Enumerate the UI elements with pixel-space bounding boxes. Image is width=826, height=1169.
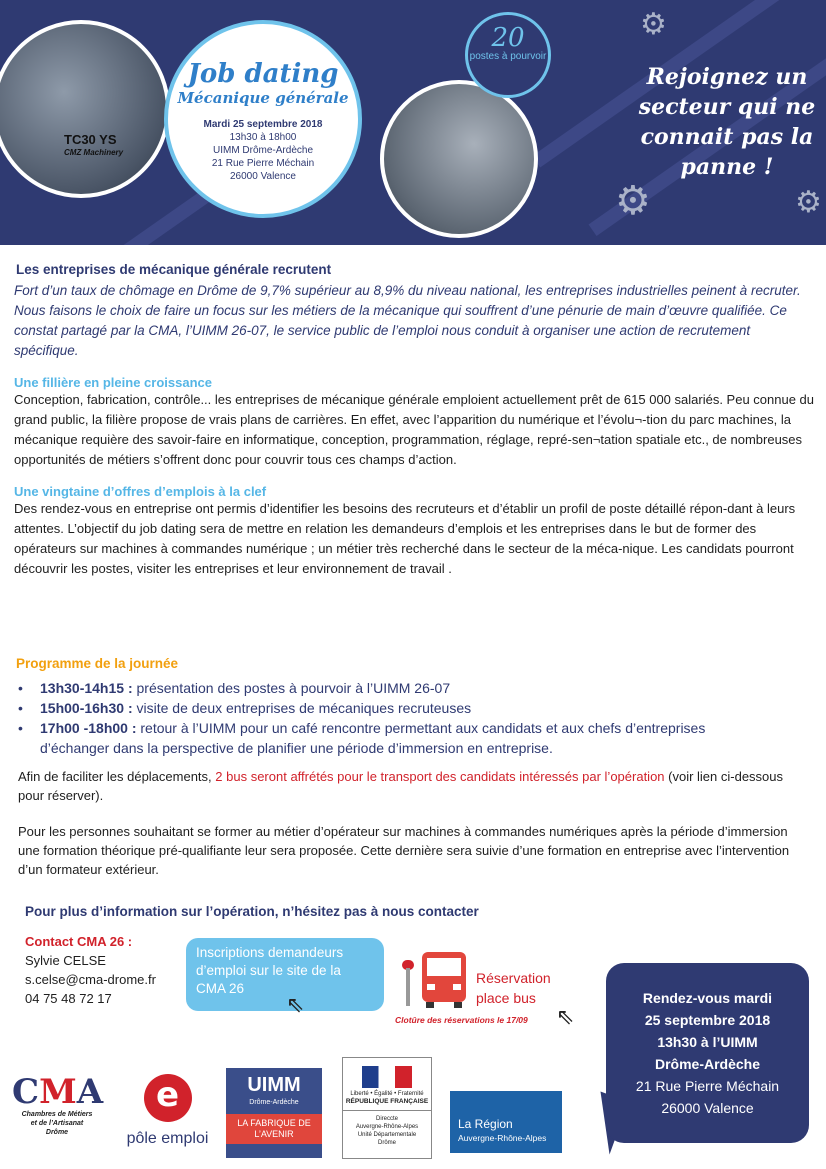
event-venue: UIMM Drôme-Ardèche xyxy=(212,145,314,156)
republique-francaise-logo xyxy=(342,1057,432,1159)
intro-paragraph: Fort d’un taux de chômage en Drôme de 9,7% supérieur au 8,9% du niveau national, les entreprises industrielles peinent à recruter. Nous faisons le choix de faire un focus sur les métiers de la mécanique qui souffrent d’une pénurie de main d’œuvre qualifiée. Ce constat partagé par la CMA, l’UIMM 26-07, le service public de l’emploi nous conduit à organiser une action de recrutement spécifique. xyxy=(14,283,801,358)
reservation-line2: place bus xyxy=(476,990,536,1006)
region-title: La Région xyxy=(458,1117,513,1131)
positions-text: postes à pourvoir xyxy=(469,51,547,62)
contact-title: Contact CMA 26 : xyxy=(25,934,133,949)
cma-line3: Drôme xyxy=(45,1129,69,1136)
cma-line1: Chambres de Métiers xyxy=(21,1111,93,1118)
contact-email[interactable]: s.celse@cma-drome.fr xyxy=(25,972,156,987)
rf-line1: Direccte xyxy=(375,1116,398,1122)
machine-photo xyxy=(0,20,170,198)
programme-text: retour à l’UIMM pour un café rencontre permettant aux candidats et aux chefs d’entreprises d’échanger dans la perspective de planifier une période d’immersion en entreprise. xyxy=(40,720,706,756)
pole-emploi-mark xyxy=(144,1074,192,1122)
flag-icon xyxy=(362,1066,412,1088)
event-info xyxy=(168,118,358,183)
event-city: 26000 Valence xyxy=(230,171,296,182)
region-logo xyxy=(450,1091,562,1153)
contact-phone: 04 75 48 72 17 xyxy=(25,991,112,1006)
bus-icon xyxy=(400,950,470,1010)
rdv-line5: 21 Rue Pierre Méchain xyxy=(635,1078,780,1094)
section-title: Les entreprises de mécanique générale recrutent xyxy=(16,262,332,277)
slogan: Rejoignez un secteur qui ne connait pas la panne ! xyxy=(638,64,816,180)
programme-title: Programme de la journée xyxy=(16,656,179,671)
cma-logo xyxy=(12,1074,102,1158)
programme-time: 17h00 -18h00 : xyxy=(40,720,137,736)
rf-line4: Drôme xyxy=(377,1140,396,1146)
cursor-click-icon: ⇖ xyxy=(556,1004,575,1029)
rf-line2: Auvergne-Rhône-Alpes xyxy=(355,1124,419,1130)
event-date: Mardi 25 septembre 2018 xyxy=(203,119,323,130)
cma-line2: et de l’Artisanat xyxy=(30,1120,84,1127)
inscriptions-link[interactable]: Inscriptions demandeurs d’emploi sur le site de la CMA 26 xyxy=(186,938,384,1011)
machine-label: TC30 YS xyxy=(64,132,117,147)
programme-list xyxy=(18,678,778,758)
contact-name: Sylvie CELSE xyxy=(25,953,106,968)
gear-icon: ⚙ xyxy=(615,179,651,223)
rdv-line6: 26000 Valence xyxy=(661,1100,754,1116)
hero-banner xyxy=(0,0,826,245)
section-subtitle: Une fillière en pleine croissance xyxy=(14,375,212,390)
rdv-line4: Drôme-Ardèche xyxy=(654,1056,761,1072)
offers-paragraph: Des rendez-vous en entreprise ont permis d’identifier les besoins des recruteurs et d’établir un profil de poste détaillé répon-dant à leurs attentes. L’objectif du job dating sera de mettre en relation les demandeurs d’emplois et les entreprises dans le but de former des opérateurs sur machines à commandes numérique ; un métier très recherché dans le secteur de la méca-nique. Les candidats pourront découvrir les postes, visiter les entreprises et leur environnement de travail . xyxy=(14,501,796,576)
gear-icon: ⚙ xyxy=(640,8,667,41)
event-street: 21 Rue Pierre Méchain xyxy=(211,158,315,169)
operator-photo xyxy=(380,80,538,238)
cma-mark: CMA xyxy=(12,1072,104,1112)
machine-sub-label: CMZ Machinery xyxy=(64,148,124,157)
rdv-line2: 25 septembre 2018 xyxy=(644,1012,771,1028)
growth-paragraph: Conception, fabrication, contrôle... les entreprises de mécanique générale emploient actuellement prêt de 615 000 salariés. Peu connue du grand public, la filière propose de vrais plans de carrières. En effet, avec l’apparition du numérique et l’évolu¬-tion du parc machines, la mécanique requière des savoir-faire en informatique, conception, programmation, réglage, repré-sen¬tation spatiale etc., de nombreuses opportunités de métiers s’offrent donc pour couvrir tous ces champs d’action. xyxy=(14,392,815,467)
region-sub: Auvergne-Rhône-Alpes xyxy=(458,1133,547,1143)
bus-paragraph xyxy=(18,767,798,805)
reservation-line1: Réservation xyxy=(476,970,551,986)
uimm-sub: Drôme-Ardèche xyxy=(249,1099,299,1106)
event-hours: 13h30 à 18h00 xyxy=(229,132,297,143)
reservation-deadline: Clotûre des réservations le 17/09 xyxy=(395,1015,528,1025)
gear-icon: ⚙ xyxy=(795,186,822,219)
rf-motto: Liberté • Égalité • Fraternité xyxy=(350,1091,424,1097)
cursor-click-icon: ⇖ xyxy=(286,992,305,1017)
reservation-link[interactable] xyxy=(476,968,551,1008)
event-title: Job dating xyxy=(187,59,339,89)
uimm-logo xyxy=(226,1068,322,1158)
programme-text: visite de deux entreprises de mécaniques recruteuses xyxy=(132,700,472,716)
contact-heading: Pour plus d’information sur l’opération, n’hésitez pas à nous contacter xyxy=(25,904,479,919)
pole-emploi-logo xyxy=(125,1074,210,1154)
programme-item xyxy=(18,718,778,758)
rf-line3: Unité Départementale xyxy=(357,1132,417,1138)
programme-time: 15h00-16h30 : xyxy=(40,700,133,716)
contact-block xyxy=(25,932,156,1008)
bus-text-before: Afin de faciliter les déplacements, xyxy=(18,769,216,784)
event-title-circle xyxy=(164,20,362,218)
meeting-bubble xyxy=(606,963,809,1143)
positions-count: 20 xyxy=(491,23,525,53)
programme-time: 13h30-14h15 : xyxy=(40,680,133,696)
programme-item xyxy=(18,698,778,718)
uimm-name: UIMM xyxy=(247,1074,301,1096)
positions-badge xyxy=(465,12,551,98)
section-subtitle: Une vingtaine d’offres d’emplois à la clef xyxy=(14,484,267,499)
programme-item xyxy=(18,678,778,698)
bus-text-after: (voir lien ci-dessous pour réserver). xyxy=(18,769,784,803)
main-content xyxy=(14,262,814,579)
event-subtitle: Mécanique générale xyxy=(177,89,349,107)
programme-text: présentation des postes à pourvoir à l’UIMM 26-07 xyxy=(132,680,451,696)
formation-paragraph: Pour les personnes souhaitant se former au métier d’opérateur sur machines à commandes numériques après la période d’immersion une formation théorique pré-qualifiante leur sera proposée. Cette dernière sera suivie d’une formation en entreprise avec l’intervention d’un formateur extérieur. xyxy=(18,824,790,877)
rdv-line1: Rendez-vous mardi xyxy=(642,990,773,1006)
pole-emploi-name: pôle emploi xyxy=(126,1130,209,1147)
uimm-tagline: LA FABRIQUE DE L’AVENIR xyxy=(226,1114,322,1144)
rdv-line3: 13h30 à l’UIMM xyxy=(657,1034,758,1050)
bus-highlight: 2 bus seront affrétés pour le transport des candidats intéressés par l’opération xyxy=(215,769,665,784)
rf-name: RÉPUBLIQUE FRANÇAISE xyxy=(343,1098,431,1111)
